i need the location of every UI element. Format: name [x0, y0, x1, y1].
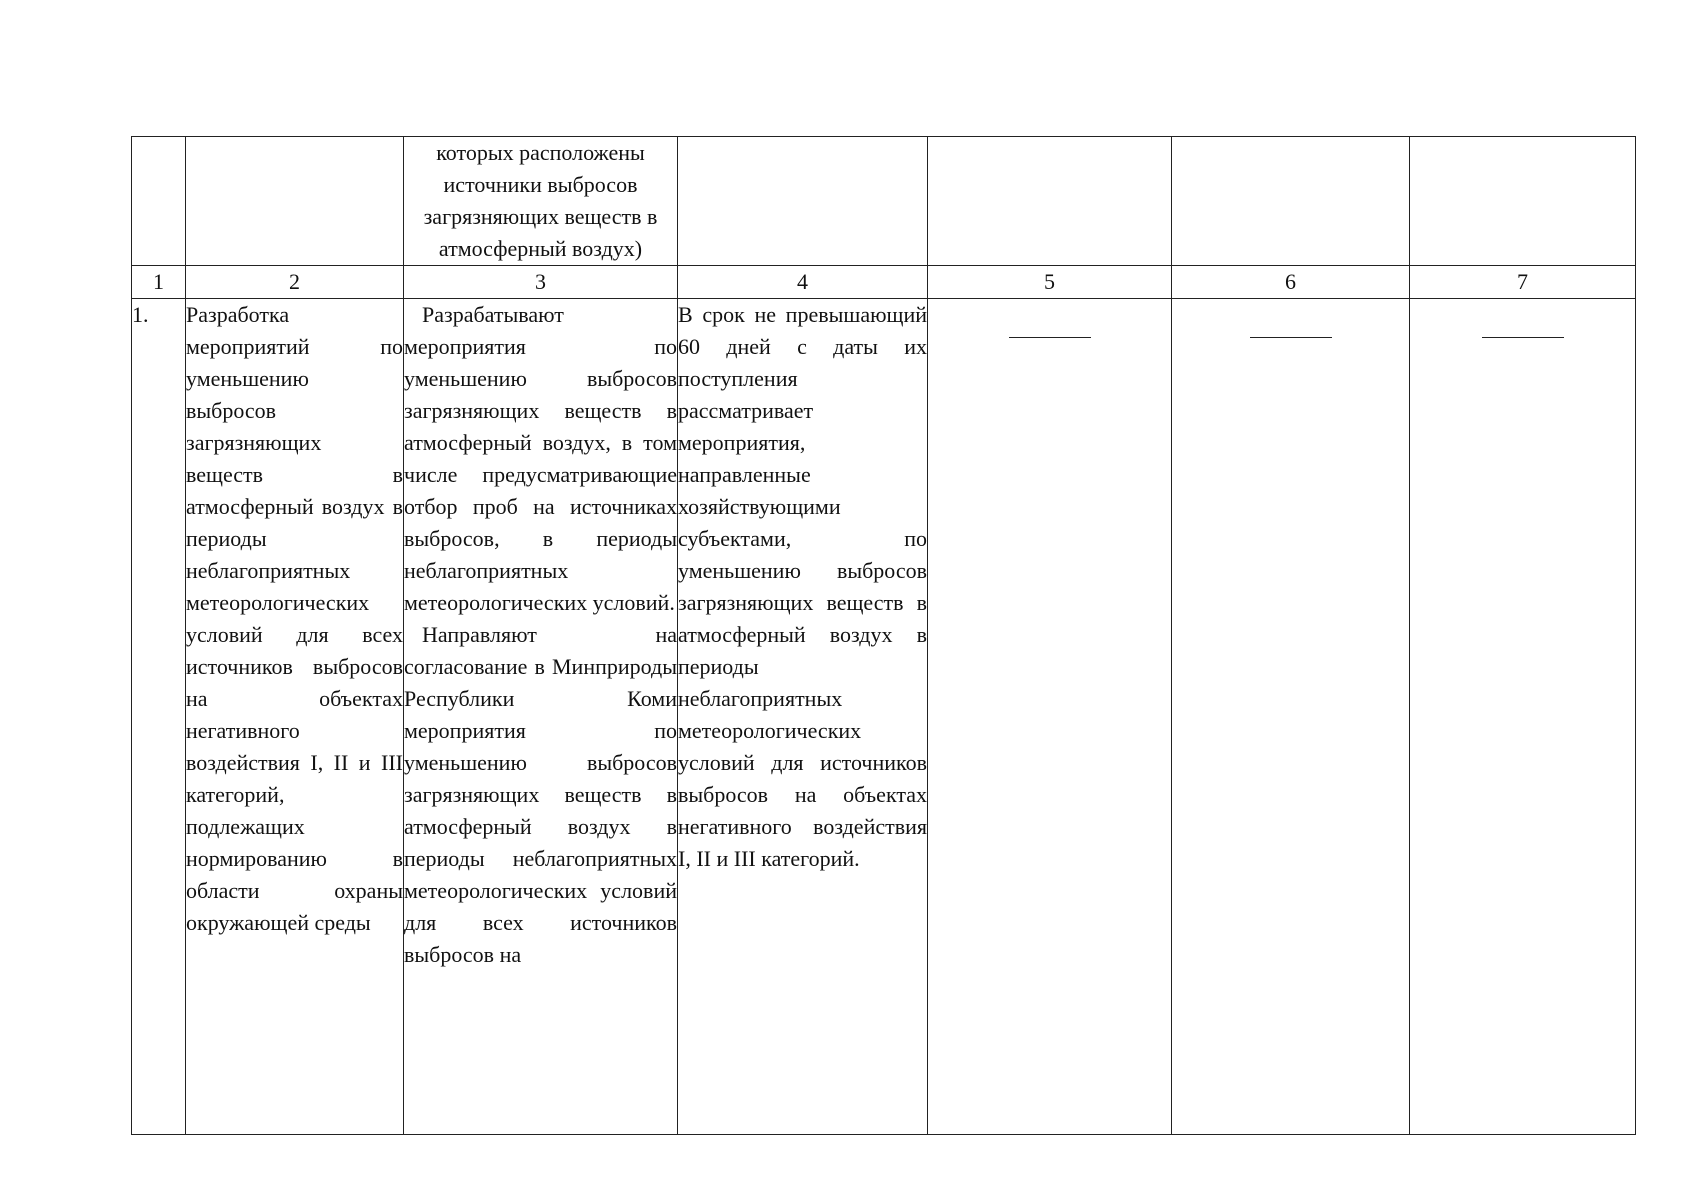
col7-cell — [1410, 299, 1636, 1135]
col6-cell — [1172, 299, 1410, 1135]
table-row — [132, 299, 1636, 1135]
dash-mark — [1250, 337, 1332, 338]
cont-cell-3 — [404, 137, 678, 266]
column-number-row — [132, 266, 1636, 299]
col5-cell — [928, 299, 1172, 1135]
continuation-row — [132, 137, 1636, 266]
dash-mark — [1482, 337, 1564, 338]
column-number: 4 — [678, 266, 928, 299]
measures-table — [131, 136, 1636, 1135]
row-number: 1. — [132, 299, 186, 1135]
cont-line: которых расположены — [436, 140, 645, 165]
actions-paragraph-1: Разрабатывают мероприятия по уменьшению выбросов загрязняющих веществ в атмосферный воздух, в том числе предусматривающие отбор проб на источниках выбросов, в периоды неблагоприятных метеорологических условий. — [404, 302, 677, 615]
column-number: 7 — [1410, 266, 1636, 299]
cont-cell-4 — [678, 137, 928, 266]
column-number: 2 — [186, 266, 404, 299]
column-number: 6 — [1172, 266, 1410, 299]
cont-line: источники выбросов — [443, 172, 638, 197]
actions-cell — [404, 299, 678, 1135]
actions-paragraph-2: Направляют на согласование в Минприроды Республики Коми мероприятия по уменьшению выбросов загрязняющих веществ в атмосферный воздух в периоды неблагоприятных метеорологических условий для всех источников выбросов на — [404, 622, 677, 967]
cont-cell-1 — [132, 137, 186, 266]
column-number: 3 — [404, 266, 678, 299]
column-number: 5 — [928, 266, 1172, 299]
dash-mark — [1009, 337, 1091, 338]
cont-cell-6 — [1172, 137, 1410, 266]
cont-cell-5 — [928, 137, 1172, 266]
measure-name-cell: Разработка мероприятий по уменьшению выбросов загрязняющих веществ в атмосферный воздух в периоды неблагоприятных метеорологических условий для всех источников выбросов на объектах негативного воздействия I, II и III категорий, подлежащих нормированию в области охраны окружающей среды — [186, 299, 404, 1135]
cont-cell-2 — [186, 137, 404, 266]
cont-cell-7 — [1410, 137, 1636, 266]
column-number: 1 — [132, 266, 186, 299]
cont-line: атмосферный воздух) — [438, 236, 643, 261]
review-cell: В срок не превышающий 60 дней с даты их поступления рассматривает мероприятия, направленные хозяйствующими субъектами, по уменьшению выбросов загрязняющих веществ в атмосферный воздух в периоды неблагоприятных метеорологических условий для источников выбросов на объектах негативного воздействия I, II и III категорий. — [678, 299, 928, 1135]
cont-line: загрязняющих веществ в — [423, 204, 658, 229]
